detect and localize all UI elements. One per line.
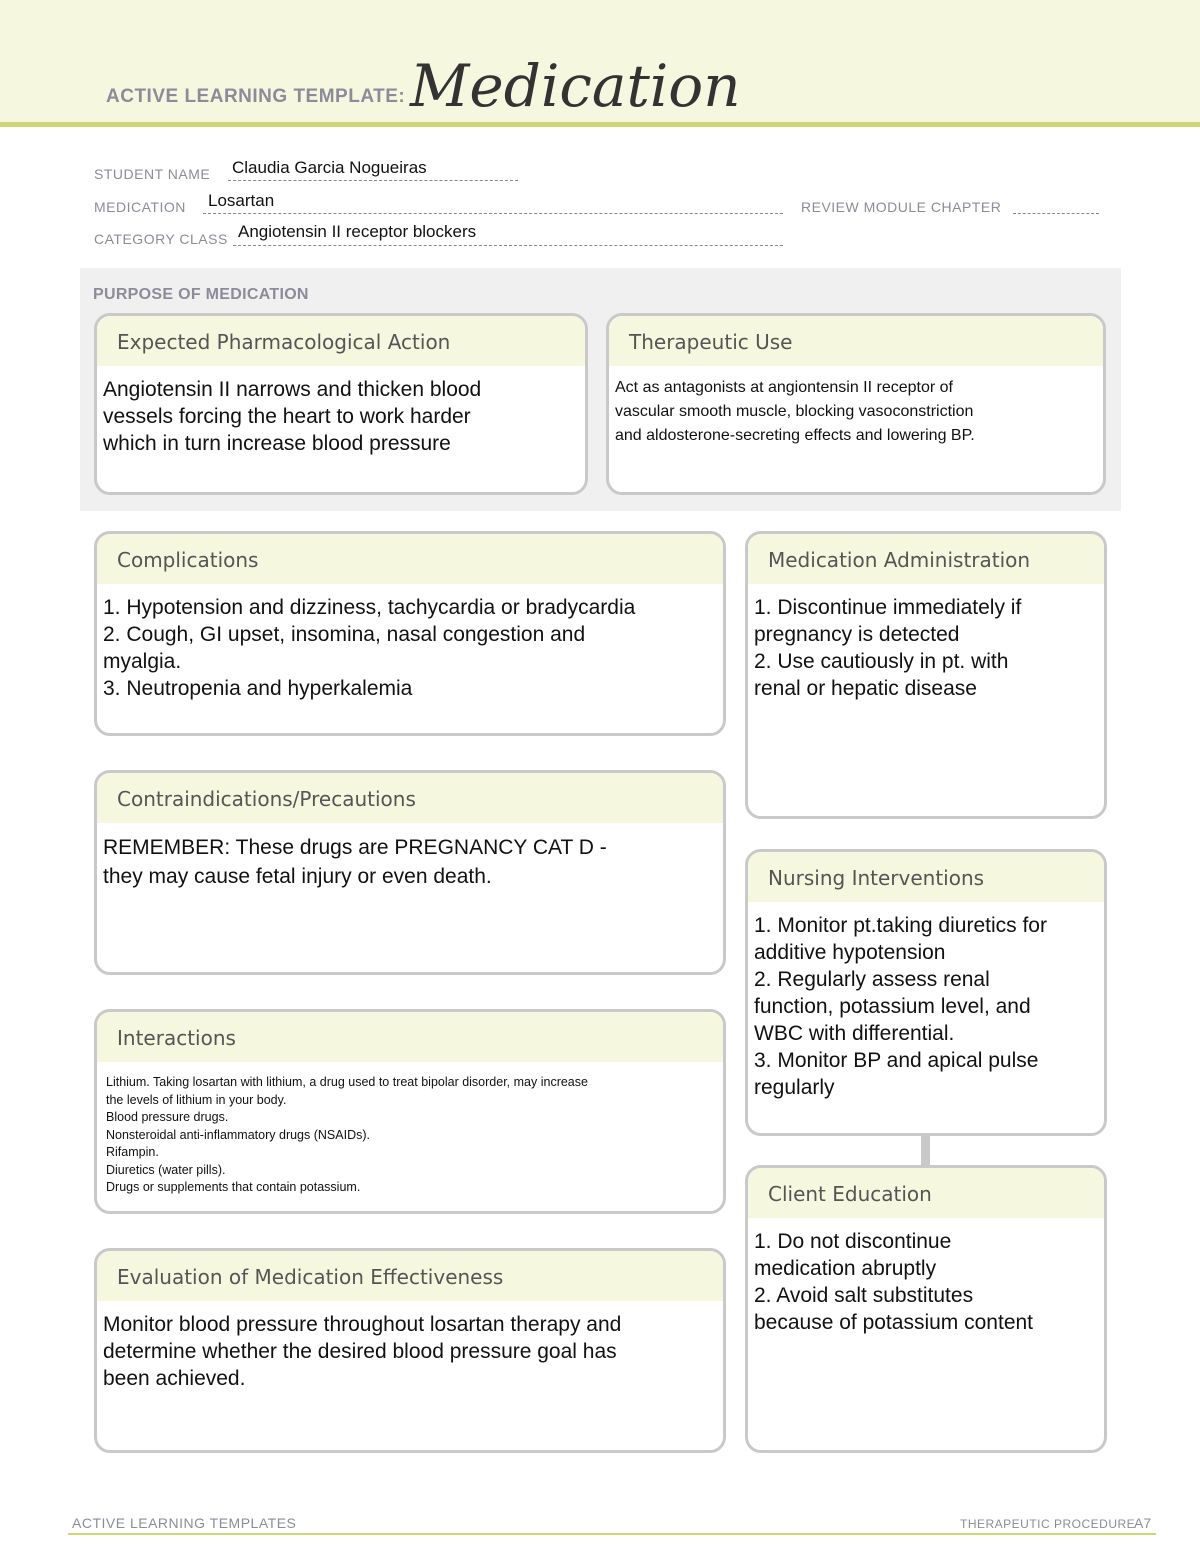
body-line: REMEMBER: These drugs are PREGNANCY CAT D - — [103, 836, 607, 859]
category-class-field[interactable]: Angiotensin II receptor blockers — [238, 222, 477, 241]
medication-administration-title: Medication Administration — [748, 534, 1104, 584]
footer-page-code: A7 — [1134, 1515, 1152, 1531]
contraindications-card — [94, 770, 726, 975]
interactions-body[interactable] — [97, 1062, 723, 1197]
nursing-interventions-card — [745, 849, 1107, 1136]
body-line: renal or hepatic disease — [754, 677, 977, 700]
body-line: 1. Do not discontinue — [754, 1230, 952, 1253]
body-line: WBC with differential. — [754, 1022, 955, 1045]
template-label: ACTIVE LEARNING TEMPLATE: — [106, 86, 406, 107]
medication-administration-card — [745, 531, 1107, 819]
review-module-field[interactable] — [1013, 213, 1099, 214]
contraindications-title: Contraindications/Precautions — [97, 773, 723, 823]
student-name-label: STUDENT NAME — [94, 166, 211, 182]
body-line: medication abruptly — [754, 1257, 937, 1280]
body-line: because of potassium content — [754, 1311, 1034, 1334]
body-line: vascular smooth muscle, blocking vasoconstriction — [615, 403, 974, 420]
evaluation-body[interactable] — [97, 1301, 723, 1392]
nursing-interventions-title: Nursing Interventions — [748, 852, 1104, 902]
body-line: 3. Monitor BP and apical pulse — [754, 1049, 1039, 1072]
body-line: and aldosterone-secreting effects and lowering BP. — [615, 427, 975, 444]
body-line: Monitor blood pressure throughout losartan therapy and — [103, 1313, 622, 1336]
expected-action-title: Expected Pharmacological Action — [97, 316, 585, 366]
body-line: Lithium. Taking losartan with lithium, a drug used to treat bipolar disorder, may increase — [106, 1075, 588, 1089]
body-line: Angiotensin II narrows and thicken blood — [103, 378, 482, 401]
body-line: myalgia. — [103, 650, 182, 673]
body-line: additive hypotension — [754, 941, 946, 964]
body-line: regularly — [754, 1076, 835, 1099]
body-line: which in turn increase blood pressure — [103, 432, 451, 455]
footer-right-label: THERAPEUTIC PROCEDURE — [960, 1517, 1136, 1531]
body-line: Drugs or supplements that contain potassium. — [106, 1180, 361, 1194]
body-line: been achieved. — [103, 1367, 246, 1390]
body-line: they may cause fetal injury or even death. — [103, 865, 492, 888]
body-line: Diuretics (water pills). — [106, 1162, 226, 1177]
complications-body[interactable] — [97, 584, 723, 702]
medication-field[interactable]: Losartan — [208, 191, 275, 210]
body-line: Nonsteroidal anti-inflammatory drugs (NSAIDs). — [106, 1127, 370, 1142]
review-module-label: REVIEW MODULE CHAPTER — [801, 199, 1002, 215]
card-connector — [921, 1135, 930, 1167]
category-class-line — [233, 245, 783, 246]
body-line: function, potassium level, and — [754, 995, 1031, 1018]
body-line: pregnancy is detected — [754, 623, 960, 646]
client-education-body[interactable] — [748, 1218, 1104, 1336]
footer-rule — [68, 1533, 1156, 1535]
therapeutic-use-body[interactable] — [609, 366, 1103, 448]
contraindications-body[interactable] — [97, 823, 723, 891]
medication-line — [203, 213, 783, 214]
interactions-title: Interactions — [97, 1012, 723, 1062]
client-education-card — [745, 1165, 1107, 1453]
body-line: Blood pressure drugs. — [106, 1110, 229, 1124]
therapeutic-use-title: Therapeutic Use — [609, 316, 1103, 366]
client-education-title: Client Education — [748, 1168, 1104, 1218]
purpose-label: PURPOSE OF MEDICATION — [93, 286, 309, 303]
student-name-line — [228, 180, 518, 181]
body-line: Act as antagonists at angiontensin II receptor of — [615, 379, 953, 396]
body-line: 3. Neutropenia and hyperkalemia — [103, 677, 413, 700]
student-name-field[interactable]: Claudia Garcia Nogueiras — [232, 158, 427, 177]
nursing-interventions-body[interactable] — [748, 902, 1104, 1101]
complications-title: Complications — [97, 534, 723, 584]
body-line: 1. Hypotension and dizziness, tachycardia or bradycardia — [103, 596, 636, 619]
evaluation-title: Evaluation of Medication Effectiveness — [97, 1251, 723, 1301]
evaluation-card — [94, 1248, 726, 1453]
body-line: the levels of lithium in your body. — [106, 1092, 287, 1107]
body-line: 1. Monitor pt.taking diuretics for — [754, 914, 1047, 937]
footer-left-label: ACTIVE LEARNING TEMPLATES — [72, 1515, 297, 1531]
medication-administration-body[interactable] — [748, 584, 1104, 702]
body-line: 2. Use cautiously in pt. with — [754, 650, 1009, 673]
expected-action-body[interactable] — [97, 366, 585, 457]
body-line: Rifampin. — [106, 1145, 159, 1159]
therapeutic-use-card — [606, 313, 1106, 495]
complications-card — [94, 531, 726, 736]
body-line: 2. Regularly assess renal — [754, 968, 990, 991]
medication-label: MEDICATION — [94, 199, 186, 215]
interactions-card — [94, 1009, 726, 1214]
category-class-label: CATEGORY CLASS — [94, 231, 228, 247]
body-line: vessels forcing the heart to work harder — [103, 405, 471, 428]
header-rule — [0, 122, 1200, 127]
expected-action-card — [94, 313, 588, 495]
body-line: determine whether the desired blood pressure goal has — [103, 1340, 617, 1363]
body-line: 2. Cough, GI upset, insomina, nasal congestion and — [103, 623, 586, 646]
body-line: 1. Discontinue immediately if — [754, 596, 1022, 619]
page-title: Medication — [410, 52, 741, 120]
body-line: 2. Avoid salt substitutes — [754, 1284, 974, 1307]
